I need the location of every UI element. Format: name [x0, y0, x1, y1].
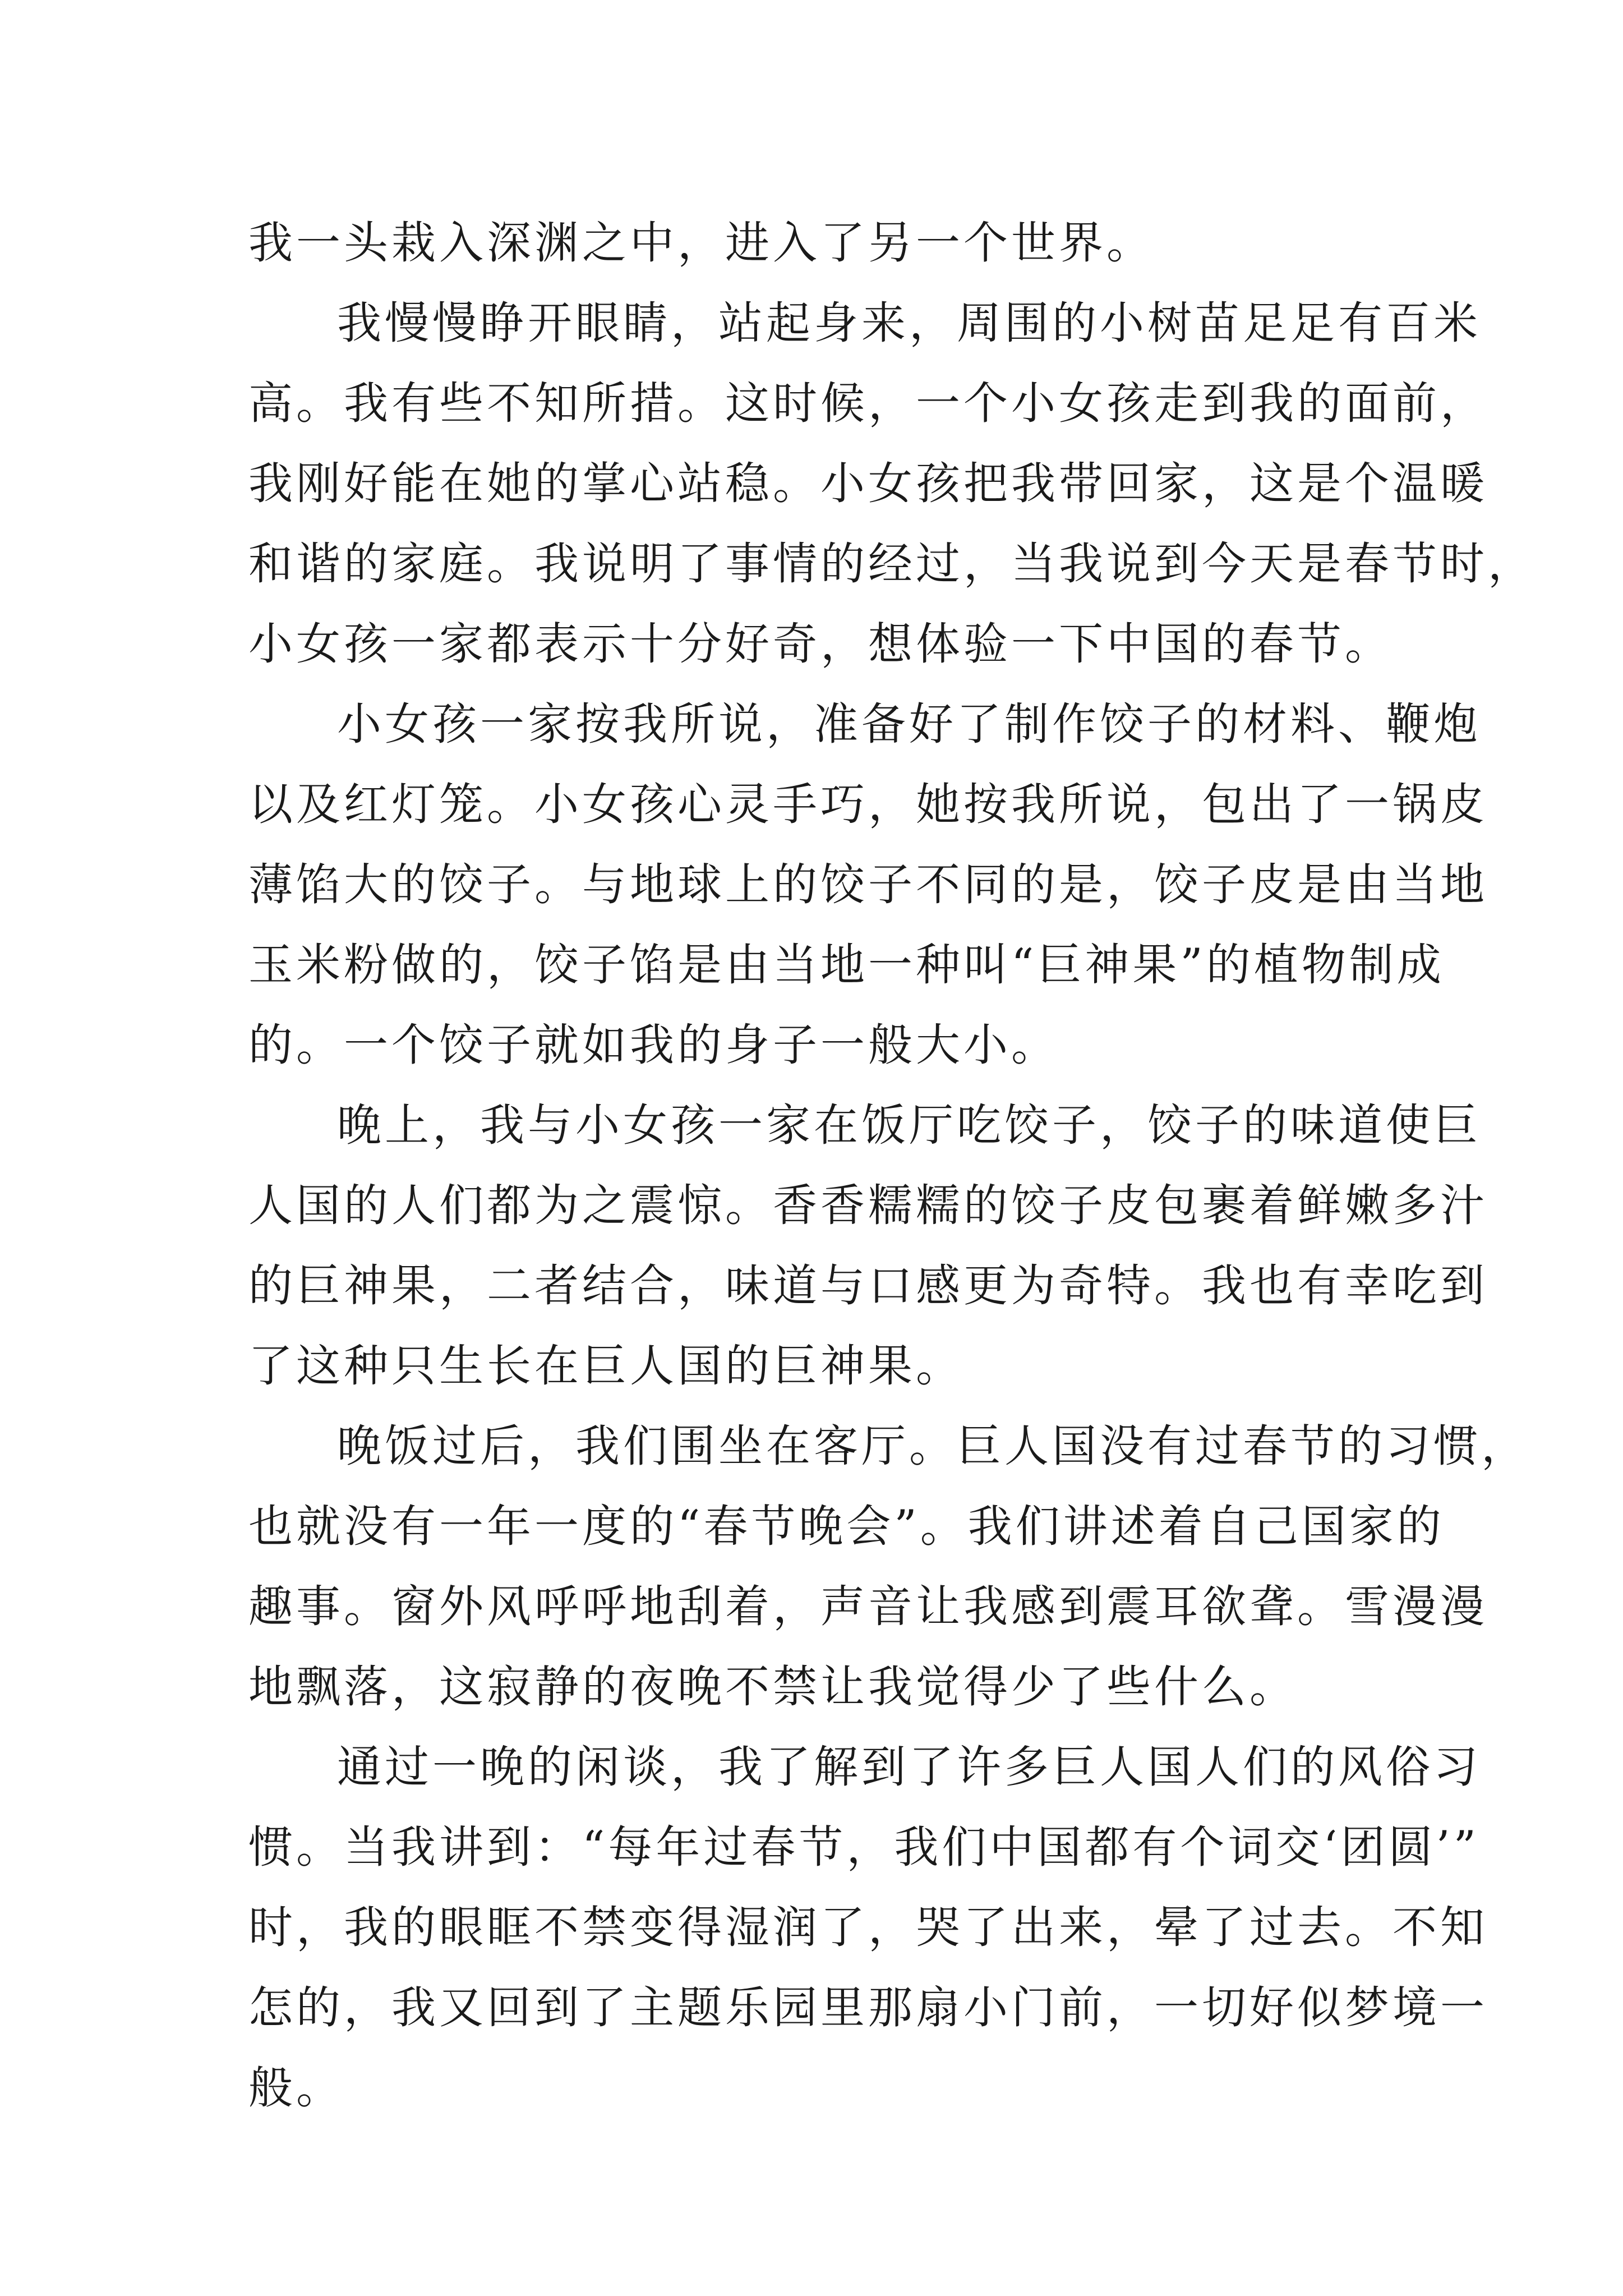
text-line: 薄馅大的饺子。与地球上的饺子不同的是，饺子皮是由当地 — [248, 859, 1488, 910]
text-line: 的巨神果，二者结合，味道与口感更为奇特。我也有幸吃到 — [248, 1260, 1488, 1312]
text-line: 惯。当我讲到：“每年过春节，我们中国都有个词交‘团圆’” — [248, 1821, 1479, 1873]
paragraph-first-line: 通过一晚的闲谈，我了解到了许多巨人国人们的风俗习 — [337, 1741, 1481, 1793]
text-line: 玉米粉做的，饺子馅是由当地一种叫“巨神果”的植物制成 — [248, 939, 1445, 991]
text-line: 时，我的眼眶不禁变得湿润了，哭了出来，晕了过去。不知 — [248, 1902, 1488, 1953]
text-line: 小女孩一家都表示十分好奇，想体验一下中国的春节。 — [248, 618, 1393, 670]
text-line: 人国的人们都为之震惊。香香糯糯的饺子皮包裹着鲜嫩多汁 — [248, 1180, 1488, 1231]
paragraph-first-line: 晚上，我与小女孩一家在饭厅吃饺子，饺子的味道使巨 — [337, 1099, 1481, 1151]
text-line: 怎的，我又回到了主题乐园里那扇小门前，一切好似梦境一 — [248, 1982, 1488, 2033]
text-line: 了这种只生长在巨人国的巨神果。 — [248, 1340, 963, 1392]
text-line: 的。一个饺子就如我的身子一般大小。 — [248, 1019, 1059, 1071]
paragraph-first-line: 我慢慢睁开眼睛，站起身来，周围的小树苗足足有百米 — [337, 297, 1481, 349]
text-line: 趣事。窗外风呼呼地刮着，声音让我感到震耳欲聋。雪漫漫 — [248, 1581, 1488, 1632]
text-line: 以及红灯笼。小女孩心灵手巧，她按我所说，包出了一锅皮 — [248, 779, 1488, 830]
text-line: 我一头栽入深渊之中，进入了另一个世界。 — [248, 217, 1154, 269]
text-line: 高。我有些不知所措。这时候，一个小女孩走到我的面前， — [248, 378, 1488, 429]
story-text — [248, 203, 1536, 2128]
text-line: 和谐的家庭。我说明了事情的经过，当我说到今天是春节时， — [248, 538, 1536, 590]
text-line: 地飘落，这寂静的夜晚不禁让我觉得少了些什么。 — [248, 1661, 1297, 1713]
text-line: 我刚好能在她的掌心站稳。小女孩把我带回家，这是个温暖 — [248, 458, 1488, 509]
paragraph-first-line: 晚饭过后，我们围坐在客厅。巨人国没有过春节的习惯， — [337, 1420, 1529, 1472]
text-line: 也就没有一年一度的“春节晚会”。我们讲述着自己国家的 — [248, 1501, 1445, 1552]
text-line: 般。 — [248, 2062, 344, 2114]
paragraph-first-line: 小女孩一家按我所说，准备好了制作饺子的材料、鞭炮 — [337, 698, 1481, 750]
